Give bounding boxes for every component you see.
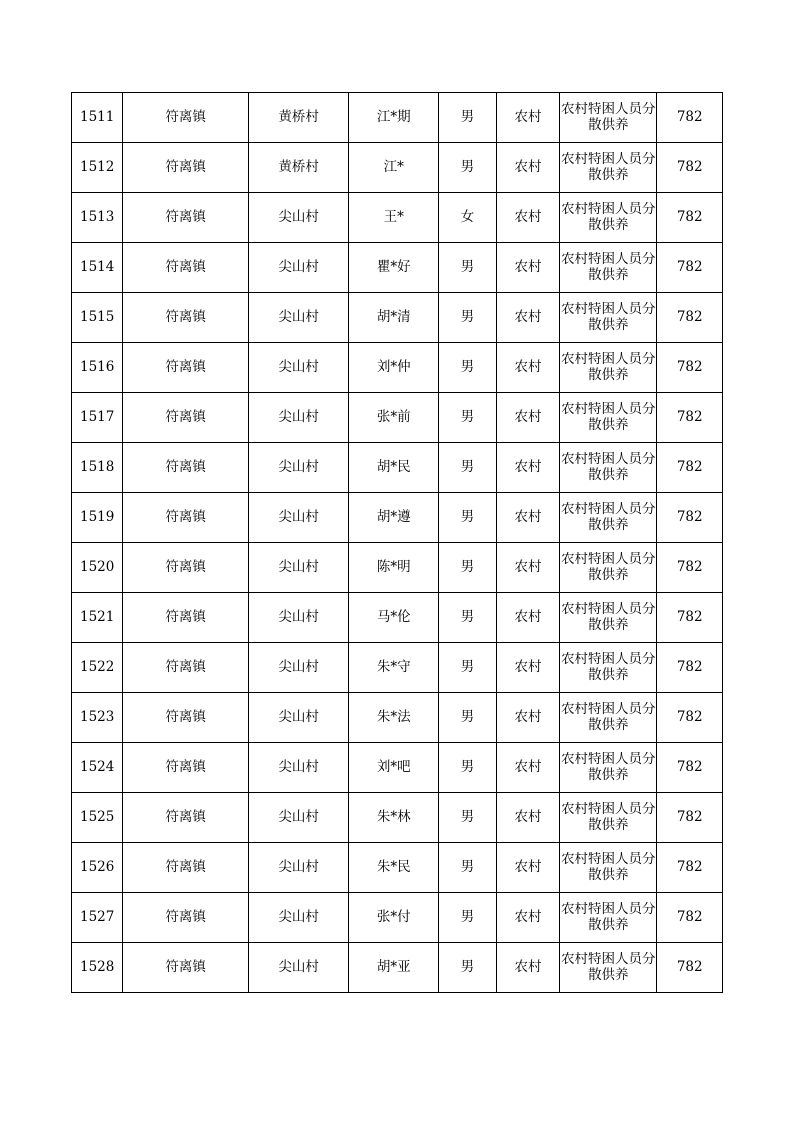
cell-village: 尖山村	[248, 543, 348, 593]
cell-person-name: 刘*吧	[349, 743, 439, 793]
cell-household-type: 农村	[496, 193, 559, 243]
cell-assistance-category	[560, 393, 657, 443]
assistance-category-text: 农村特困人员分散供养	[561, 551, 656, 583]
cell-serial-number: 1524	[72, 743, 123, 793]
cell-village: 黄桥村	[248, 143, 348, 193]
cell-village: 尖山村	[248, 293, 348, 343]
cell-serial-number: 1521	[72, 593, 123, 643]
cell-town: 符离镇	[123, 743, 249, 793]
cell-household-type: 农村	[496, 143, 559, 193]
cell-assistance-category	[560, 743, 657, 793]
cell-serial-number: 1517	[72, 393, 123, 443]
cell-amount: 782	[657, 443, 723, 493]
cell-amount: 782	[657, 193, 723, 243]
cell-amount: 782	[657, 793, 723, 843]
cell-town: 符离镇	[123, 293, 249, 343]
cell-serial-number: 1512	[72, 143, 123, 193]
cell-person-name: 朱*守	[349, 643, 439, 693]
assistance-category-text: 农村特困人员分散供养	[561, 701, 656, 733]
assistance-category-text: 农村特困人员分散供养	[561, 301, 656, 333]
cell-household-type: 农村	[496, 893, 559, 943]
cell-person-name: 张*前	[349, 393, 439, 443]
cell-town: 符离镇	[123, 143, 249, 193]
cell-gender: 男	[438, 393, 496, 443]
cell-household-type: 农村	[496, 293, 559, 343]
table-row	[72, 293, 723, 343]
cell-gender: 男	[438, 343, 496, 393]
cell-serial-number: 1519	[72, 493, 123, 543]
cell-town: 符离镇	[123, 393, 249, 443]
cell-serial-number: 1522	[72, 643, 123, 693]
cell-amount: 782	[657, 893, 723, 943]
table-row	[72, 643, 723, 693]
cell-assistance-category	[560, 943, 657, 993]
cell-gender: 男	[438, 93, 496, 143]
cell-assistance-category	[560, 893, 657, 943]
cell-person-name: 瞿*好	[349, 243, 439, 293]
assistance-category-text: 农村特困人员分散供养	[561, 601, 656, 633]
assistance-roster-table	[71, 92, 723, 993]
table-row	[72, 143, 723, 193]
cell-household-type: 农村	[496, 243, 559, 293]
cell-person-name: 陈*明	[349, 543, 439, 593]
assistance-category-text: 农村特困人员分散供养	[561, 351, 656, 383]
assistance-category-text: 农村特困人员分散供养	[561, 801, 656, 833]
cell-village: 尖山村	[248, 793, 348, 843]
cell-assistance-category	[560, 693, 657, 743]
cell-household-type: 农村	[496, 693, 559, 743]
cell-village: 尖山村	[248, 443, 348, 493]
cell-household-type: 农村	[496, 343, 559, 393]
cell-amount: 782	[657, 843, 723, 893]
cell-village: 尖山村	[248, 643, 348, 693]
cell-serial-number: 1528	[72, 943, 123, 993]
cell-town: 符离镇	[123, 443, 249, 493]
table-row	[72, 593, 723, 643]
cell-assistance-category	[560, 593, 657, 643]
cell-town: 符离镇	[123, 493, 249, 543]
cell-gender: 男	[438, 843, 496, 893]
cell-person-name: 胡*清	[349, 293, 439, 343]
cell-village: 尖山村	[248, 743, 348, 793]
assistance-category-text: 农村特困人员分散供养	[561, 251, 656, 283]
table-row	[72, 443, 723, 493]
cell-amount: 782	[657, 743, 723, 793]
cell-serial-number: 1520	[72, 543, 123, 593]
cell-person-name: 朱*民	[349, 843, 439, 893]
cell-amount: 782	[657, 643, 723, 693]
cell-serial-number: 1525	[72, 793, 123, 843]
cell-assistance-category	[560, 193, 657, 243]
cell-village: 尖山村	[248, 593, 348, 643]
cell-village: 尖山村	[248, 893, 348, 943]
cell-amount: 782	[657, 343, 723, 393]
cell-gender: 男	[438, 793, 496, 843]
cell-gender: 男	[438, 543, 496, 593]
cell-person-name: 胡*民	[349, 443, 439, 493]
cell-gender: 男	[438, 593, 496, 643]
cell-gender: 男	[438, 143, 496, 193]
cell-assistance-category	[560, 643, 657, 693]
cell-assistance-category	[560, 243, 657, 293]
cell-household-type: 农村	[496, 493, 559, 543]
cell-household-type: 农村	[496, 393, 559, 443]
cell-village: 尖山村	[248, 193, 348, 243]
assistance-category-text: 农村特困人员分散供养	[561, 451, 656, 483]
cell-person-name: 江*	[349, 143, 439, 193]
cell-person-name: 张*付	[349, 893, 439, 943]
cell-serial-number: 1514	[72, 243, 123, 293]
cell-assistance-category	[560, 843, 657, 893]
cell-amount: 782	[657, 943, 723, 993]
cell-village: 尖山村	[248, 843, 348, 893]
cell-amount: 782	[657, 93, 723, 143]
cell-assistance-category	[560, 343, 657, 393]
cell-town: 符离镇	[123, 943, 249, 993]
assistance-category-text: 农村特困人员分散供养	[561, 651, 656, 683]
cell-amount: 782	[657, 293, 723, 343]
cell-person-name: 胡*亚	[349, 943, 439, 993]
cell-village: 尖山村	[248, 393, 348, 443]
cell-household-type: 农村	[496, 793, 559, 843]
cell-serial-number: 1523	[72, 693, 123, 743]
cell-village: 尖山村	[248, 243, 348, 293]
cell-gender: 男	[438, 243, 496, 293]
cell-assistance-category	[560, 93, 657, 143]
cell-serial-number: 1515	[72, 293, 123, 343]
table-row	[72, 693, 723, 743]
cell-town: 符离镇	[123, 93, 249, 143]
table-row	[72, 743, 723, 793]
cell-assistance-category	[560, 793, 657, 843]
cell-amount: 782	[657, 143, 723, 193]
cell-assistance-category	[560, 293, 657, 343]
table-row	[72, 243, 723, 293]
cell-gender: 男	[438, 293, 496, 343]
assistance-category-text: 农村特困人员分散供养	[561, 951, 656, 983]
cell-amount: 782	[657, 693, 723, 743]
cell-serial-number: 1527	[72, 893, 123, 943]
cell-town: 符离镇	[123, 593, 249, 643]
table-row	[72, 843, 723, 893]
table-row	[72, 493, 723, 543]
assistance-category-text: 农村特困人员分散供养	[561, 851, 656, 883]
cell-gender: 男	[438, 743, 496, 793]
table-row	[72, 393, 723, 443]
cell-gender: 女	[438, 193, 496, 243]
cell-town: 符离镇	[123, 243, 249, 293]
table-row	[72, 343, 723, 393]
cell-amount: 782	[657, 243, 723, 293]
cell-assistance-category	[560, 443, 657, 493]
cell-town: 符离镇	[123, 693, 249, 743]
cell-person-name: 江*期	[349, 93, 439, 143]
cell-town: 符离镇	[123, 843, 249, 893]
table-row	[72, 193, 723, 243]
cell-village: 尖山村	[248, 493, 348, 543]
cell-assistance-category	[560, 143, 657, 193]
cell-amount: 782	[657, 543, 723, 593]
table-row	[72, 943, 723, 993]
assistance-category-text: 农村特困人员分散供养	[561, 101, 656, 133]
cell-assistance-category	[560, 543, 657, 593]
cell-amount: 782	[657, 393, 723, 443]
cell-town: 符离镇	[123, 543, 249, 593]
table-row	[72, 893, 723, 943]
cell-household-type: 农村	[496, 593, 559, 643]
cell-serial-number: 1511	[72, 93, 123, 143]
assistance-category-text: 农村特困人员分散供养	[561, 751, 656, 783]
cell-amount: 782	[657, 493, 723, 543]
cell-person-name: 刘*仲	[349, 343, 439, 393]
cell-assistance-category	[560, 493, 657, 543]
cell-village: 黄桥村	[248, 93, 348, 143]
cell-household-type: 农村	[496, 643, 559, 693]
cell-household-type: 农村	[496, 743, 559, 793]
cell-serial-number: 1516	[72, 343, 123, 393]
cell-village: 尖山村	[248, 343, 348, 393]
cell-gender: 男	[438, 893, 496, 943]
cell-amount: 782	[657, 593, 723, 643]
table-row	[72, 793, 723, 843]
cell-gender: 男	[438, 693, 496, 743]
cell-gender: 男	[438, 943, 496, 993]
cell-person-name: 朱*林	[349, 793, 439, 843]
cell-person-name: 胡*遵	[349, 493, 439, 543]
cell-household-type: 农村	[496, 443, 559, 493]
assistance-category-text: 农村特困人员分散供养	[561, 201, 656, 233]
cell-town: 符离镇	[123, 343, 249, 393]
table-row	[72, 93, 723, 143]
cell-town: 符离镇	[123, 793, 249, 843]
cell-village: 尖山村	[248, 943, 348, 993]
assistance-category-text: 农村特困人员分散供养	[561, 901, 656, 933]
cell-serial-number: 1526	[72, 843, 123, 893]
cell-town: 符离镇	[123, 643, 249, 693]
cell-town: 符离镇	[123, 893, 249, 943]
cell-gender: 男	[438, 493, 496, 543]
cell-gender: 男	[438, 443, 496, 493]
cell-household-type: 农村	[496, 93, 559, 143]
cell-household-type: 农村	[496, 543, 559, 593]
assistance-category-text: 农村特困人员分散供养	[561, 151, 656, 183]
table-row	[72, 543, 723, 593]
cell-household-type: 农村	[496, 843, 559, 893]
cell-village: 尖山村	[248, 693, 348, 743]
cell-person-name: 朱*法	[349, 693, 439, 743]
cell-serial-number: 1513	[72, 193, 123, 243]
cell-household-type: 农村	[496, 943, 559, 993]
assistance-category-text: 农村特困人员分散供养	[561, 401, 656, 433]
cell-person-name: 马*伦	[349, 593, 439, 643]
assistance-category-text: 农村特困人员分散供养	[561, 501, 656, 533]
cell-gender: 男	[438, 643, 496, 693]
cell-town: 符离镇	[123, 193, 249, 243]
cell-serial-number: 1518	[72, 443, 123, 493]
cell-person-name: 王*	[349, 193, 439, 243]
